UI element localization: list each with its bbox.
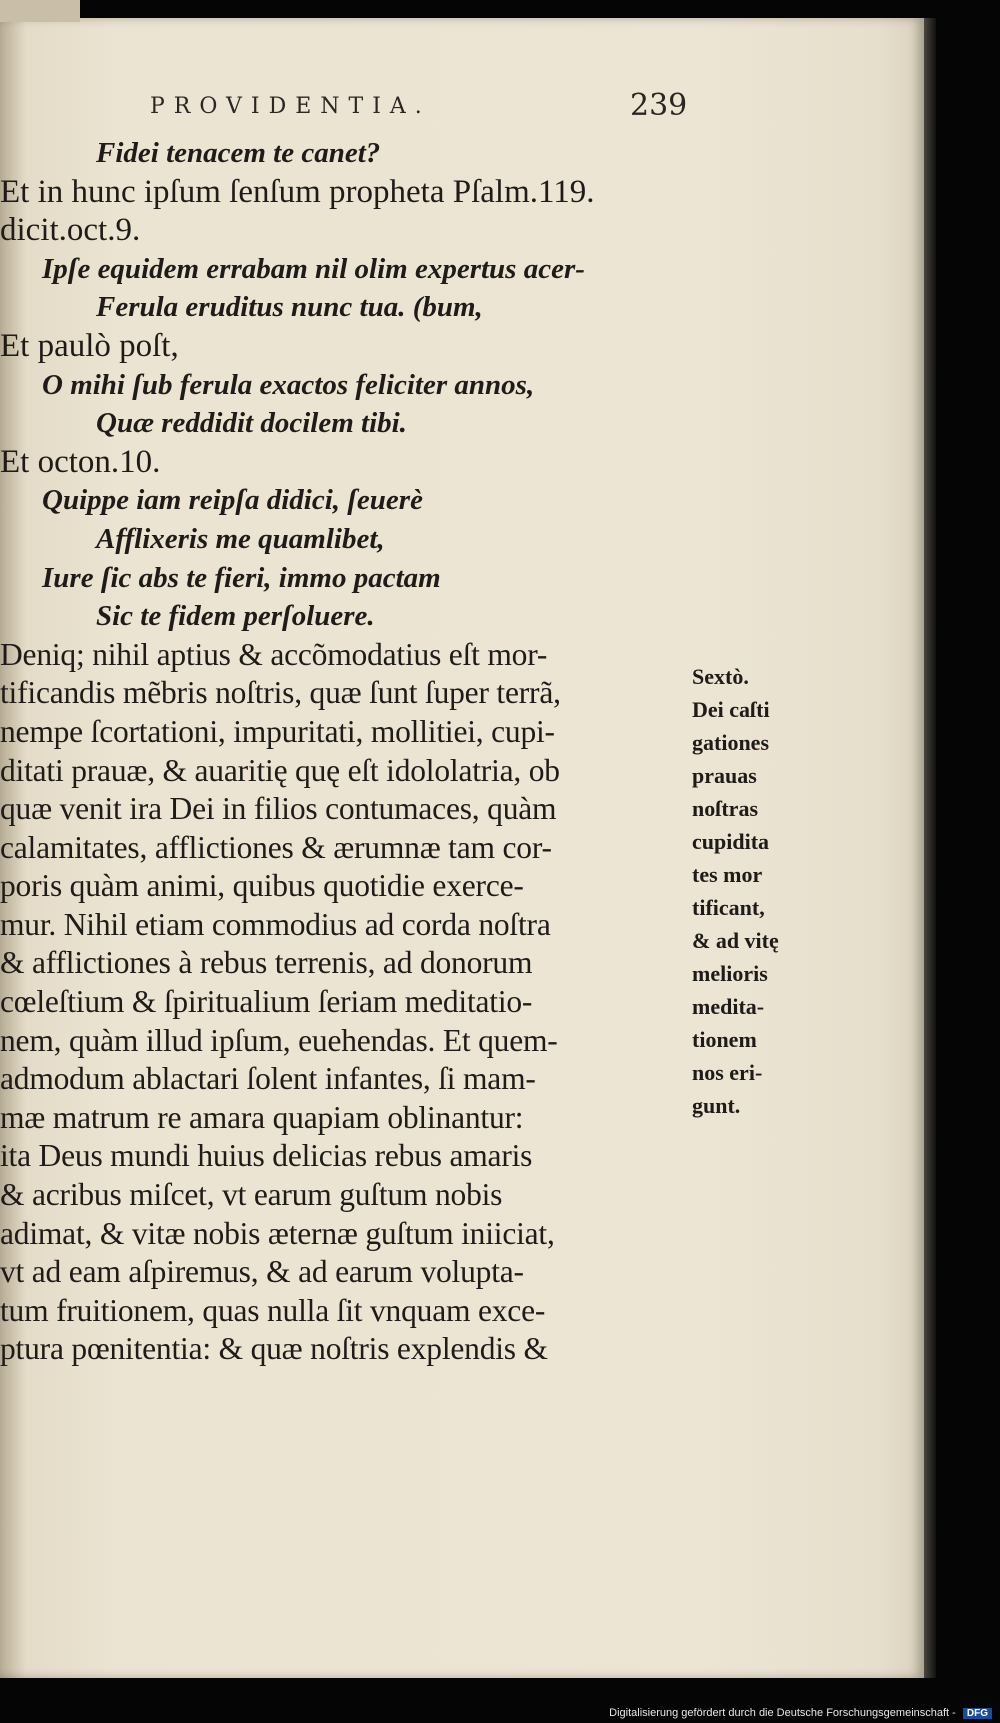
text-line: Quippe iam reipſa didici, ſeuerè <box>42 484 423 517</box>
text-line: ditati prauæ, & auaritię quę eſt idololatria, ob <box>0 752 560 788</box>
text-line: admodum ablactari ſolent infantes, ſi mam- <box>0 1061 536 1097</box>
margin-note-line: tificant, <box>692 895 765 920</box>
text-line: poris quàm animi, quibus quotidie exerce- <box>0 868 524 904</box>
margin-note-line: nos eri- <box>692 1060 763 1085</box>
text-line: mæ matrum re amara quapiam oblinantur: <box>0 1099 524 1135</box>
text-line: mur. Nihil etiam commodius ad corda noſtra <box>0 906 551 942</box>
margin-note-line: prauas <box>692 763 757 788</box>
text-line: Quæ reddidit docilem tibi. <box>96 407 407 440</box>
text-line: dicit.oct.9. <box>0 212 141 249</box>
margin-note-line: gunt. <box>692 1093 741 1118</box>
text-line: Ipſe equidem errabam nil olim expertus acer- <box>42 252 585 285</box>
margin-note-line: Dei caſti <box>692 697 770 722</box>
text-line: O mihi ſub ferula exactos feliciter annos, <box>42 368 535 401</box>
text-line: calamitates, afflictiones & ærumnæ tam cor- <box>0 829 552 865</box>
page-edge-shadow <box>924 18 936 1678</box>
text-line: Iure ſic abs te fieri, immo pactam <box>42 561 441 594</box>
page-number: 239 <box>630 88 688 123</box>
text-line: tum fruitionem, quas nulla ſit vnquam exce- <box>0 1292 546 1328</box>
margin-note-line: melioris <box>692 961 768 986</box>
text-line: nempe ſcortationi, impuritati, mollitiei, cupi- <box>0 713 555 749</box>
margin-note <box>692 660 812 1122</box>
page-corner <box>0 0 80 22</box>
margin-note-line: medita- <box>692 994 765 1019</box>
text-line: tificandis mẽbris noſtris, quæ ſunt ſuper terrã, <box>0 675 561 711</box>
text-line: Afflixeris me quamlibet, <box>96 522 385 555</box>
text-line: Et paulò poſt, <box>0 327 179 364</box>
text-line: ptura pœnitentia: & quæ noſtris explendis & <box>0 1331 548 1367</box>
margin-note-line: tes mor <box>692 862 763 887</box>
text-line: & acribus miſcet, vt earum guſtum nobis <box>0 1177 503 1213</box>
text-line: Ferula eruditus nunc tua. (bum, <box>96 291 483 324</box>
text-body <box>0 134 690 1369</box>
text-line: vt ad eam aſpiremus, & ad earum volupta- <box>0 1254 524 1290</box>
margin-note-line: tionem <box>692 1027 757 1052</box>
text-line: ita Deus mundi huius delicias rebus amaris <box>0 1138 533 1174</box>
text-line: Deniq; nihil aptius & accõmodatius eſt mor- <box>0 636 548 672</box>
digitization-credit <box>609 1707 992 1719</box>
text-line: adimat, & vitæ nobis æternæ guſtum iniiciat, <box>0 1215 555 1251</box>
text-line: nem, quàm illud ipſum, euehendas. Et quem- <box>0 1022 558 1058</box>
text-line: Sic te fidem perſoluere. <box>96 600 375 633</box>
text-line: quæ venit ira Dei in filios contumaces, quàm <box>0 791 557 827</box>
text-line: Fidei tenacem te canet? <box>96 137 381 169</box>
text-line: Et in hunc ipſum ſenſum propheta Pſalm.119. <box>0 173 595 210</box>
margin-note-line: & ad vitę <box>692 928 779 953</box>
dfg-logo: DFG <box>963 1708 992 1719</box>
margin-note-line: gationes <box>692 730 769 755</box>
credit-text: Digitalisierung gefördert durch die Deutsche Forschungsgemeinschaft - <box>609 1707 956 1719</box>
text-line: & afflictiones à rebus terrenis, ad donorum <box>0 945 533 981</box>
margin-note-line: noſtras <box>692 796 758 821</box>
margin-note-line: Sextò. <box>692 664 749 689</box>
text-line: Et octon.10. <box>0 443 161 480</box>
text-line: cœleſtium & ſpiritualium ſeriam meditatio- <box>0 984 533 1020</box>
margin-note-line: cupidita <box>692 829 770 854</box>
running-title: PROVIDENTIA. <box>150 94 431 119</box>
